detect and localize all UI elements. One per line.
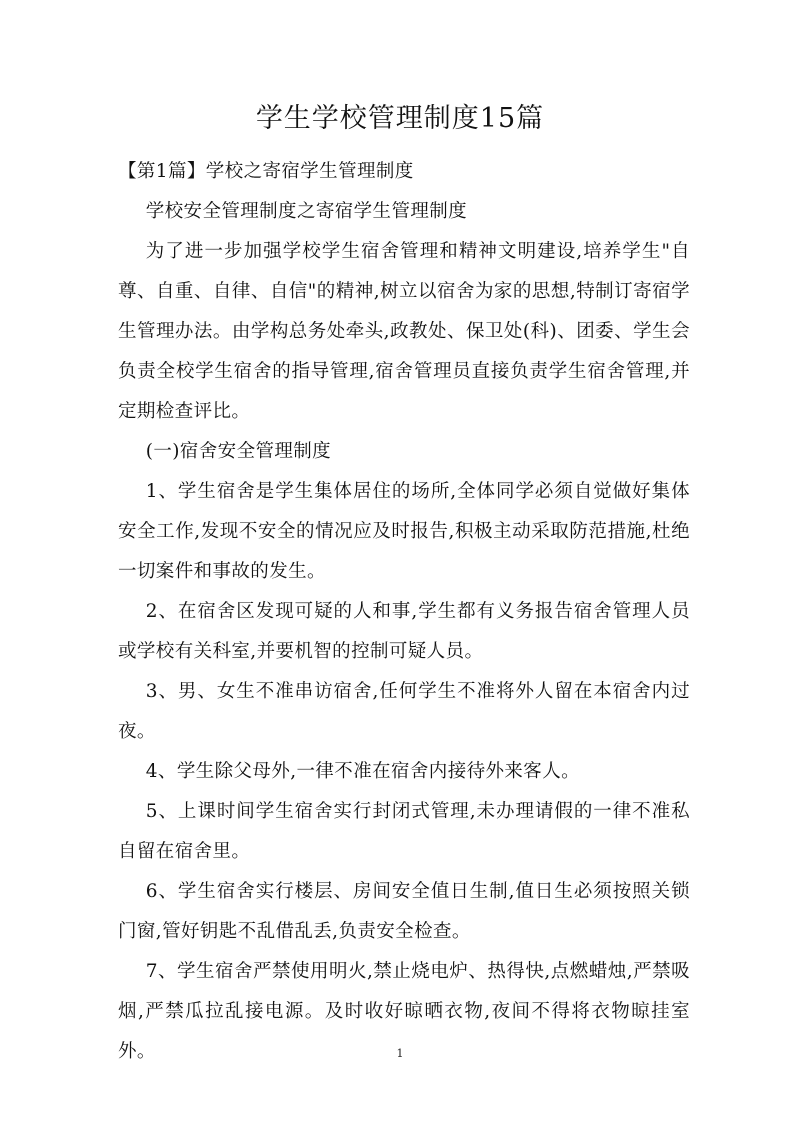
rule-item-1: 1、学生宿舍是学生集体居住的场所,全体同学必须自觉做好集体安全工作,发现不安全的情况应及时报告,积极主动采取防范措施,杜绝一切案件和事故的发生。: [118, 481, 690, 582]
document-title: 学生学校管理制度15篇: [255, 103, 545, 134]
rule-item-4: 4、学生除父母外,一律不准在宿舍内接待外来客人。: [145, 761, 581, 782]
page-number: 1: [396, 1047, 404, 1060]
subtitle: 学校安全管理制度之寄宿学生管理制度: [145, 201, 468, 222]
rule-item-6: 6、学生宿舍实行楼层、房间安全值日生制,值日生必须按照关锁门窗,管好钥匙不乱借乱丢,负责安全检查。: [118, 881, 690, 942]
rule-item-2: 2、在宿舍区发现可疑的人和事,学生都有义务报告宿舍管理人员或学校有关科室,并要机智的控制可疑人员。: [118, 601, 690, 662]
document-body: [118, 152, 690, 1072]
intro-paragraph: 为了进一步加强学校学生宿舍管理和精神文明建设,培养学生"自尊、自重、自律、自信"的精神,树立以宿舍为家的思想,特制订寄宿学生管理办法。由学构总务处牵头,政教处、保卫处(科)、团委、学生会负责全校学生宿舍的指导管理,宿舍管理员直接负责学生宿舍管理,并定期检查评比。: [118, 241, 690, 422]
rule-item-5: 5、上课时间学生宿舍实行封闭式管理,未办理请假的一律不准私自留在宿舍里。: [118, 801, 690, 862]
rule-item-3: 3、男、女生不准串访宿舍,任何学生不准将外人留在本宿舍内过夜。: [118, 681, 690, 742]
rule-item-7: 7、学生宿舍严禁使用明火,禁止烧电炉、热得快,点燃蜡烛,严禁吸烟,严禁瓜拉乱接电源。及时收好晾晒衣物,夜间不得将衣物晾挂室外。: [118, 961, 690, 1062]
chapter-heading: 【第1篇】学校之寄宿学生管理制度: [118, 161, 414, 182]
section-heading: (一)宿舍安全管理制度: [145, 441, 332, 462]
